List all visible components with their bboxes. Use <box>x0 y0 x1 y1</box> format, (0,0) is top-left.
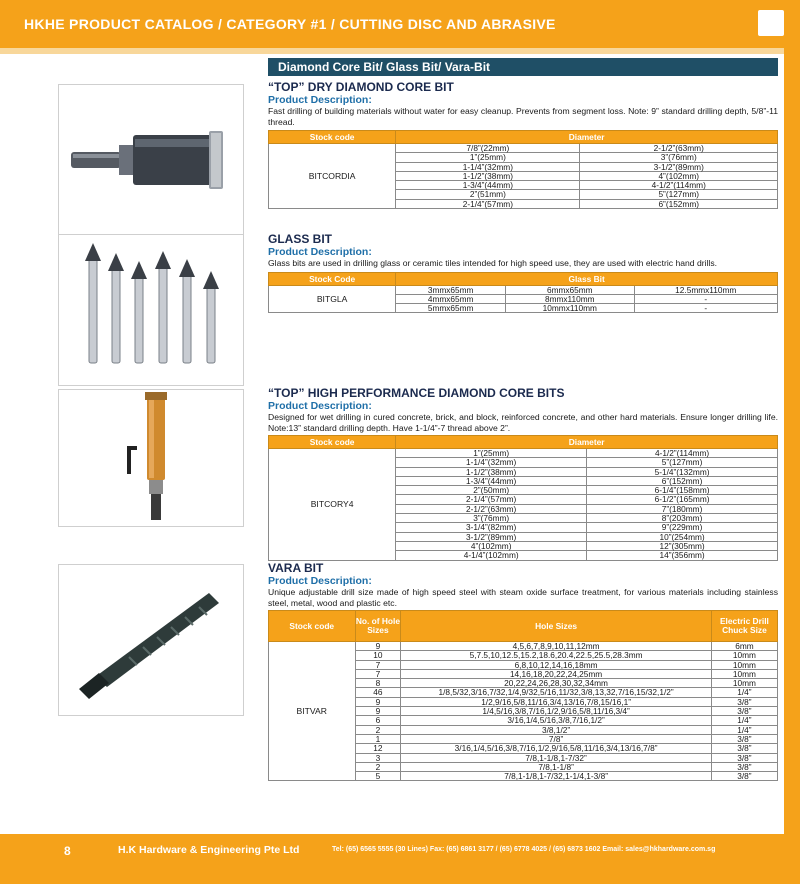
table-cell: 3 <box>355 753 401 762</box>
column-header: Glass Bit <box>396 272 778 285</box>
column-header: Diameter <box>396 436 778 449</box>
table-row <box>269 144 778 153</box>
table-cell: 8”(203mm) <box>587 514 778 523</box>
table-cell: 10 <box>355 651 401 660</box>
right-stripe <box>784 48 800 834</box>
header-stripe <box>0 48 800 54</box>
table-cell: 2-1/2”(63mm) <box>396 504 587 513</box>
table-cell: 1-1/4”(32mm) <box>396 162 580 171</box>
product-dry-diamond-core-bit <box>268 80 778 209</box>
product-subtitle: Product Description: <box>268 400 372 412</box>
footer-bar <box>0 834 800 884</box>
product-image-high-performance-core-bit <box>58 389 244 527</box>
page-number: 8 <box>64 844 71 858</box>
header-bar <box>0 0 800 48</box>
table-cell: 6mm <box>711 642 777 651</box>
table-cell: 8mmx110mm <box>506 294 634 303</box>
table-cell: 5-1/4”(132mm) <box>587 467 778 476</box>
product-title: VARA BIT <box>268 561 324 575</box>
table-cell: 10”(254mm) <box>587 532 778 541</box>
column-header: Stock code <box>269 611 356 642</box>
table-cell: - <box>634 294 777 303</box>
product-description: Glass bits are used in drilling glass or ceramic tiles intended for high speed use, they are used with electric hand drills. <box>268 258 718 268</box>
product-image-vara-bit <box>58 564 244 716</box>
table-cell: 3/8” <box>711 734 777 743</box>
table-cell: 2 <box>355 762 401 771</box>
table-cell: 46 <box>355 688 401 697</box>
table-cell: 9”(229mm) <box>587 523 778 532</box>
stock-code-cell: BITCORDIA <box>269 144 396 209</box>
table-cell: 1/4,5/16,3/8,7/16,1/2,9/16,5/8,11/16,3/4” <box>401 707 712 716</box>
table-cell: 7/8” <box>401 734 712 743</box>
table-cell: 12.5mmx110mm <box>634 285 777 294</box>
column-header: Electric Drill Chuck Size <box>711 611 777 642</box>
table-cell: 1”(25mm) <box>396 449 587 458</box>
column-header: Stock code <box>269 436 396 449</box>
table-cell: 1-3/4”(44mm) <box>396 476 587 485</box>
table-cell: 1/4” <box>711 725 777 734</box>
table-cell: 3/8” <box>711 744 777 753</box>
company-name: H.K Hardware & Engineering Pte Ltd <box>118 844 300 856</box>
table-cell: 5mmx65mm <box>396 304 506 313</box>
table-cell: 1/2,9/16,5/8,11/16,3/4,13/16,7/8,15/16,1” <box>401 697 712 706</box>
table-cell: 10mm <box>711 660 777 669</box>
table-cell: 1 <box>355 734 401 743</box>
table-cell: 4”(102mm) <box>580 171 778 180</box>
table-cell: 10mmx110mm <box>506 304 634 313</box>
spec-table <box>268 610 778 781</box>
section-title-bar <box>268 58 778 76</box>
product-subtitle: Product Description: <box>268 246 372 258</box>
table-cell: 1-1/2”(38mm) <box>396 171 580 180</box>
header-title: HKHE PRODUCT CATALOG / CATEGORY #1 / CUTTING DISC AND ABRASIVE <box>24 16 556 32</box>
table-cell: 3/8” <box>711 753 777 762</box>
table-cell: 1/4” <box>711 716 777 725</box>
product-vara-bit <box>268 561 778 781</box>
table-cell: 1-1/2”(38mm) <box>396 467 587 476</box>
table-cell: 7/8,1-1/8,1-7/32,1-1/4,1-3/8” <box>401 772 712 781</box>
table-cell: 6-1/2”(165mm) <box>587 495 778 504</box>
table-cell: 10mm <box>711 651 777 660</box>
header-corner-box <box>758 10 784 36</box>
table-cell: 4-1/4”(102mm) <box>396 551 587 560</box>
table-cell: 7 <box>355 669 401 678</box>
table-cell: 3-1/4”(82mm) <box>396 523 587 532</box>
column-header: Hole Sizes <box>401 611 712 642</box>
product-title: “TOP” HIGH PERFORMANCE DIAMOND CORE BITS <box>268 386 565 400</box>
table-cell: 3mmx65mm <box>396 285 506 294</box>
section-title: Diamond Core Bit/ Glass Bit/ Vara-Bit <box>278 60 491 74</box>
table-cell: 5”(127mm) <box>580 190 778 199</box>
table-cell: 6-1/4”(158mm) <box>587 486 778 495</box>
table-cell: 3/8” <box>711 697 777 706</box>
table-cell: 3/16,1/4,5/16,3/8,7/16,1/2,9/16,5/8,11/16,3/4,13/16,7/8” <box>401 744 712 753</box>
stock-code-cell: BITVAR <box>269 642 356 781</box>
table-cell: 3”(76mm) <box>580 153 778 162</box>
product-image-glass-bits <box>58 234 244 386</box>
column-header: No. of Hole Sizes <box>355 611 401 642</box>
table-cell: 7 <box>355 660 401 669</box>
product-title: GLASS BIT <box>268 232 333 246</box>
column-header: Diameter <box>396 131 778 144</box>
stock-code-cell: BITGLA <box>269 285 396 313</box>
table-cell: 8 <box>355 679 401 688</box>
product-description: Designed for wet drilling in cured concrete, brick, and block, reinforced concrete, and other hard materials. Ensure longer drilling life. Note:13” standard drilling depth. Have 1-1/4”-7 thread above 2”. <box>268 412 778 433</box>
product-description: Fast drilling of building materials without water for easy cleanup. Prevents from segment loss. Note: 9” standard drilling depth, 5/8”-11 thread. <box>268 106 778 127</box>
product-glass-bit <box>268 232 778 313</box>
table-cell: 6”(152mm) <box>587 476 778 485</box>
table-cell: 1/4” <box>711 688 777 697</box>
table-cell: 1-1/4”(32mm) <box>396 458 587 467</box>
table-cell: 5 <box>355 772 401 781</box>
spec-table <box>268 272 778 314</box>
stock-code-cell: BITCORY4 <box>269 449 396 561</box>
table-cell: 2-1/4”(57mm) <box>396 495 587 504</box>
contact-info: Tel: (65) 6565 5555 (30 Lines) Fax: (65) 6861 3177 / (65) 6778 4025 / (65) 6873 1602 Email: sales@hkhardware.com.sg <box>332 846 716 853</box>
table-cell: 14,16,18,20,22,24,25mm <box>401 669 712 678</box>
spec-table <box>268 130 778 209</box>
product-title: “TOP” DRY DIAMOND CORE BIT <box>268 80 454 94</box>
table-cell: 3-1/2”(89mm) <box>396 532 587 541</box>
table-cell: 3/8” <box>711 762 777 771</box>
table-cell: 6”(152mm) <box>580 199 778 208</box>
table-cell: 4,5,6,7,8,9,10,11,12mm <box>401 642 712 651</box>
table-cell: 2”(50mm) <box>396 486 587 495</box>
table-cell: 3/8” <box>711 772 777 781</box>
table-cell: 7/8,1-1/8” <box>401 762 712 771</box>
table-cell: 12”(305mm) <box>587 541 778 550</box>
table-cell: 2”(51mm) <box>396 190 580 199</box>
table-cell: 6 <box>355 716 401 725</box>
table-cell: 9 <box>355 697 401 706</box>
table-cell: 1”(25mm) <box>396 153 580 162</box>
table-cell: 2-1/2”(63mm) <box>580 144 778 153</box>
column-header: Stock code <box>269 131 396 144</box>
table-cell: 2 <box>355 725 401 734</box>
product-image-dry-core-bit <box>58 84 244 236</box>
table-cell: 7/8”(22mm) <box>396 144 580 153</box>
table-cell: 4-1/2”(114mm) <box>580 181 778 190</box>
table-cell: 6mmx65mm <box>506 285 634 294</box>
table-cell: 6,8,10,12,14,16,18mm <box>401 660 712 669</box>
table-cell: 4-1/2”(114mm) <box>587 449 778 458</box>
table-cell: 1-3/4”(44mm) <box>396 181 580 190</box>
table-cell: 5”(127mm) <box>587 458 778 467</box>
table-row <box>269 285 778 294</box>
table-cell: 9 <box>355 642 401 651</box>
table-cell: 10mm <box>711 669 777 678</box>
table-cell: 3/16,1/4,5/16,3/8,7/16,1/2” <box>401 716 712 725</box>
table-cell: 12 <box>355 744 401 753</box>
table-cell: 4mmx65mm <box>396 294 506 303</box>
product-description: Unique adjustable drill size made of high speed steel with steam oxide surface treatment, for various materials including stainless steel, metal, wood and plastic etc. <box>268 587 778 608</box>
column-header: Stock Code <box>269 272 396 285</box>
table-cell: 3-1/2”(89mm) <box>580 162 778 171</box>
table-cell: 3”(76mm) <box>396 514 587 523</box>
table-cell: 14”(356mm) <box>587 551 778 560</box>
table-cell: - <box>634 304 777 313</box>
table-cell: 9 <box>355 707 401 716</box>
table-cell: 3/8,1/2” <box>401 725 712 734</box>
product-high-performance-core-bits <box>268 386 778 561</box>
table-cell: 7”(180mm) <box>587 504 778 513</box>
table-cell: 2-1/4”(57mm) <box>396 199 580 208</box>
table-cell: 4”(102mm) <box>396 541 587 550</box>
table-cell: 20,22,24,26,28,30,32,34mm <box>401 679 712 688</box>
table-cell: 3/8” <box>711 707 777 716</box>
product-subtitle: Product Description: <box>268 575 372 587</box>
table-cell: 1/8,5/32,3/16,7/32,1/4,9/32,5/16,11/32,3/8,13,32,7/16,15/32,1/2” <box>401 688 712 697</box>
table-cell: 7/8,1-1/8,1-7/32” <box>401 753 712 762</box>
product-subtitle: Product Description: <box>268 94 372 106</box>
table-cell: 10mm <box>711 679 777 688</box>
spec-table <box>268 435 778 561</box>
table-cell: 5,7.5,10,12.5,15.2,18.6,20.4,22.5,25.5,28.3mm <box>401 651 712 660</box>
